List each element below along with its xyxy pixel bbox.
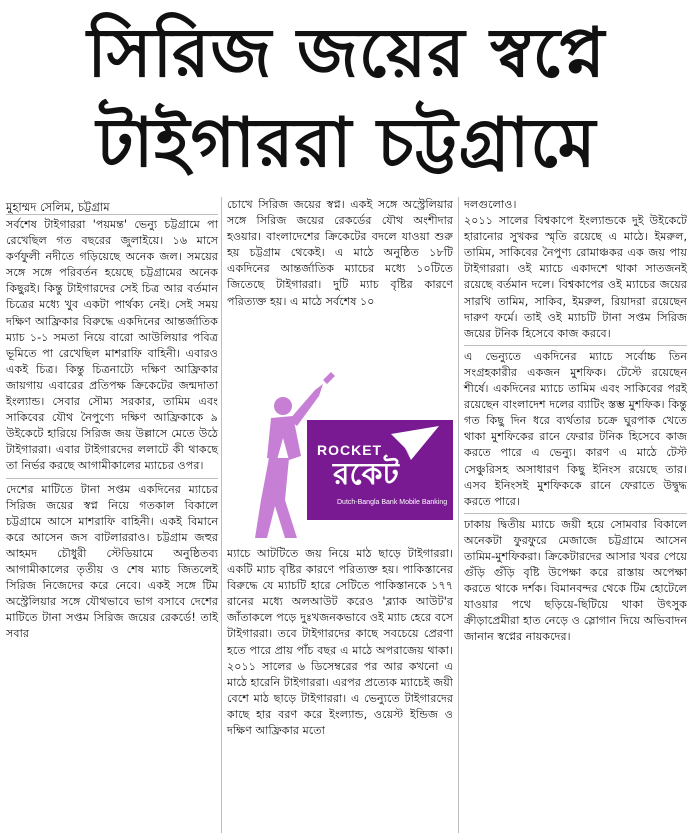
- article-column-2-bottom: [227, 546, 453, 739]
- headline-line-2: টাইগাররা চট্টগ্রামে: [96, 104, 597, 183]
- byline: মুহাম্মদ সেলিম, চট্টগ্রাম: [6, 200, 110, 214]
- paragraph: ২০১১ সালের বিশ্বকাপে ইংল্যান্ডকে দুই উইকেটে হারানোর সুখকর স্মৃতি রয়েছে এ মাঠে। ইমরুল, তামিম, সাকিবের নৈপুণ্য রোমাঞ্চকর এক জয় পায় টাইগাররা। ওই ম্যাচে একাদশে থাকা সাতজনই রয়েছে বর্তমান দলে। বিশ্বকাপের ওই ম্যাচের জয়ের সারথি তামিম, সাকিব, ইমরুল, রিয়াদরা রয়েছেন দারুণ ফর্মে। তাই ওই ম্যাচটি টানা সপ্তম সিরিজ জয়ের টনিক হিসেবে কাজ করবে।: [464, 214, 687, 340]
- paragraph-divider: [6, 478, 218, 479]
- paragraph-divider: [464, 345, 687, 346]
- article-column-3: [464, 197, 687, 646]
- paragraph: দলগুলোও।: [464, 198, 517, 211]
- brand-tagline: Dutch-Bangla Bank Mobile Banking: [337, 499, 448, 506]
- paragraph: সর্বশেষ টাইগাররা 'পয়মন্ত' ভেন্যু চট্টগ্রামে পা রেখেছিল গত বছরের জুলাইয়ে। ১৬ মাসে কর্ণফুলী নদীতে গড়িয়েছে অনেক জল। সময়ের সঙ্গে সঙ্গে পরিবর্তন হয়েছে চট্টগ্রামের অনেক কিছুরই। কিন্তু টাইগারদের সেই চিত্র আর বর্তমান চিত্রের মধ্যে খুব একটা পার্থক্য নেই। সেই সময় দক্ষিণ আফ্রিকার বিরুদ্ধে একদিনের আন্তর্জাতিক ম্যাচ ১-১ সমতা নিয়ে বারো আউলিয়ার পবিত্র ভূমিতে পা রেখেছিল মাশরাফি বাহিনী। এবারও একই চিত্র। কিন্তু চিত্রনাট্যে দক্ষিণ আফ্রিকার জায়গায় এবারের প্রতিপক্ষ ক্রিকেটের জন্মদাতা ইংল্যান্ড। সেবার সৌম্য সরকার, তামিম এবং সাকিবের যৌথ নৈপুণ্যে দক্ষিণ আফ্রিকাকে ৯ উইকেটে হারিয়ে সিরিজ জয় উল্লাসে মেতে উঠে টাইগাররা। এবার টাইগারদের ললাটে কী থাকছে তা নির্ভর করছে আগামীকালের ম্যাচের ওপর।: [6, 218, 218, 473]
- brand-name-en: ROCKET: [317, 442, 383, 458]
- paragraph: চোখে সিরিজ জয়ের স্বপ্ন। একই সঙ্গে অস্ট্রেলিয়ার সঙ্গে সিরিজ জয়ের রেকর্ডের যৌথ অংশীদার হওয়ার। বাংলাদেশের ক্রিকেটের বদলে যাওয়া শুরু হয় চট্টগ্রাম থেকেই। এ মাঠে অনুষ্ঠিত ১৮টি একদিনের আন্তর্জাতিক ম্যাচের মধ্যে ১০টিতে জিতেছে টাইগাররা। দুটি ম্যাচ বৃষ্টির কারণে পরিত্যক্ত হয়। এ মাঠে সর্বশেষ ১০: [227, 198, 453, 308]
- paragraph: দেশের মাটিতে টানা সপ্তম একদিনের ম্যাচের সিরিজ জয়ের স্বপ্ন নিয়ে গতকাল বিকালে চট্টগ্রামে আসে মাশরাফি বাহিনী। একই বিমানে করে আসেন জস বাটলাররাও। চট্টগ্রাম জহুর আহমদ চৌধুরী স্টেডিয়ামে অনুষ্ঠিতব্য আগামীকালের তৃতীয় ও শেষ ম্যাচ জিতলেই সিরিজ নিজেদের করে নেবে। একই সঙ্গে টিম অস্ট্রেলিয়ার সঙ্গে যৌথভাবে ভাগ বসাবে দেশের মাটিতে টানা সপ্তম সিরিজ জয়ের রেকর্ডে! তাই সবার: [6, 482, 218, 641]
- article-column-2-top: [227, 197, 453, 310]
- paragraph-divider: [464, 513, 687, 514]
- brand-name-bn: রকেট: [333, 457, 399, 492]
- paragraph: ঢাকায় দ্বিতীয় ম্যাচে জয়ী হয়ে সোমবার বিকালে অনেকটা ফুরফুরে মেজাজে চট্টগ্রামে আসেন তামিম-মুশফিকরা। ক্রিকেটারদের আসার খবর পেয়ে গুঁড়ি গুঁড়ি বৃষ্টি উপেক্ষা করে রাস্তায় অপেক্ষা করতে থাকে দর্শক। বিমানবন্দর থেকে টিম হোটেলে যাওয়ার পথে ছড়িয়ে-ছিটিয়ে থাকা উৎসুক ক্রীড়াপ্রেমীরা হাত নেড়ে ও স্লোগান দিয়ে অভিবাদন জানান স্বপ্নের নায়কদের।: [464, 517, 687, 644]
- rocket-advertisement: [227, 360, 454, 540]
- paragraph: ম্যাচে আটটিতে জয় নিয়ে মাঠ ছাড়ে টাইগাররা। একটি ম্যাচ বৃষ্টির কারণে পরিত্যক্ত হয়। পাকিস্তানের বিরুদ্ধে যে ম্যাচটি হারে সেটিতে পাকিস্তানকে ১৭৭ রানের মধ্যে অলআউট করেও 'ব্ল্যাক আউট'র জাঁতাকলে পড়ে দুঃখজনকভাবে ওই ম্যাচ হেরে বসে টাইগাররা। তবে টাইগারদের কাছে সবচেয়ে প্রেরণা হতে পারে প্রায় পাঁচ বছর এ মাঠে অপরাজেয় থাকা। ২০১১ সালের ৬ ডিসেম্বরের পর আর কখনো এ মাঠে হারেনি টাইগাররা। এরপর প্রত্যেক ম্যাচেই জয়ী বেশে মাঠ ছাড়ে টাইগাররা। এ ভেন্যুতে টাইগারদের কাছে হার বরণ করে ইংল্যান্ড, ওয়েস্ট ইন্ডিজ ও দক্ষিণ আফ্রিকার মতো: [227, 547, 453, 738]
- column-divider-1: [221, 197, 222, 833]
- rocket-logo: [307, 420, 453, 520]
- paragraph: এ ভেন্যুতে একদিনের ম্যাচে সর্বোচ্চ তিন সংগ্রহকারীর একজন মুশফিক। টেস্টে রয়েছেন শীর্ষে। একদিনের ম্যাচে তামিম এবং সাকিবের পরই রয়েছেন বাংলাদেশ দলের ব্যাটিং স্তম্ভ মুশফিক। কিন্তু গত কিছু দিন ধরে ব্যর্থতার চক্রে ঘুরপাক খেতে থাকা মুশফিকের রানে ফেরার টনিক হিসেবে কাজ করতে পারে এ ভেন্যু। কারণ এ মাঠে টেস্ট সেঞ্চুরিসহ অসাধারণ কিছু ইনিংস রয়েছে তার। এসব ইনিংসই মুশফিককে রানে ফেরাতে উদ্বুদ্ধ করতে পারে।: [464, 349, 687, 508]
- column-divider-2: [458, 197, 459, 833]
- headline-line-1: সিরিজ জয়ের স্বপ্নে: [87, 14, 606, 93]
- article-column-1: [6, 217, 218, 642]
